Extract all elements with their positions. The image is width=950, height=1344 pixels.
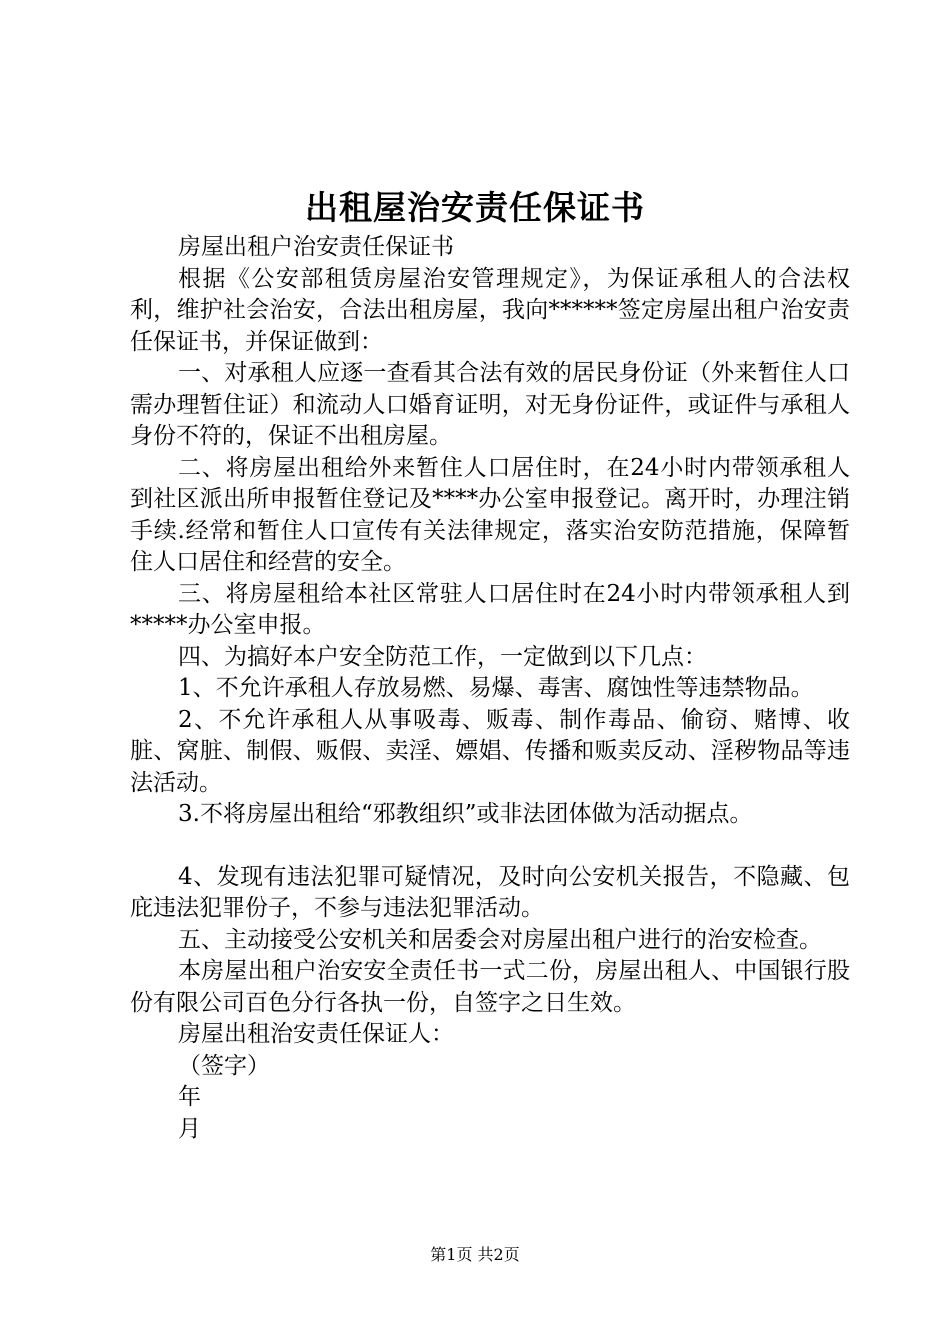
guarantor-label: 房屋出租治安责任保证人： [178, 1021, 454, 1047]
clause-four-paragraph: 四、为搞好本户安全防范工作，一定做到以下几点： [178, 643, 707, 670]
item-four-paragraph: 4、发现有违法犯罪可疑情况，及时向公安机关报告，不隐藏、包庇违法犯罪份子，不参与违法犯罪活动。 [130, 863, 850, 921]
item-two-paragraph: 2、不允许承租人从事吸毒、贩毒、制作毒品、偷窃、赌博、收脏、窝脏、制假、贩假、卖淫、嫖娼、传播和贩卖反动、淫秽物品等违法活动。 [130, 706, 850, 796]
document-body [130, 232, 850, 1145]
clause-three-paragraph: 三、将房屋租给本社区常驻人口居住时在24小时内带领承租人到*****办公室申报。 [130, 580, 850, 638]
intro-paragraph: 根据《公安部租赁房屋治安管理规定》，为保证承租人的合法权利，维护社会治安，合法出租房屋，我向******签定房屋出租户治安责任保证书，并保证做到： [130, 265, 850, 355]
subtitle-paragraph: 房屋出租户治安责任保证书 [178, 234, 454, 260]
clause-two-paragraph: 二、将房屋出租给外来暂住人口居住时，在24小时内带领承租人到社区派出所申报暂住登记及****办公室申报登记。离开时，办理注销手续.经常和暂住人口宣传有关法律规定，落实治安防范措施，保障暂住人口居住和经营的安全。 [130, 454, 850, 575]
signature-label: （签字） [178, 1052, 270, 1079]
document-title: 出租屋治安责任保证书 [305, 188, 645, 227]
clause-five-paragraph: 五、主动接受公安机关和居委会对房屋出租户进行的治安检查。 [178, 926, 822, 953]
month-label: 月 [178, 1115, 201, 1142]
page-number-footer: 第1页 共2页 [430, 1245, 520, 1264]
validity-paragraph: 本房屋出租户治安安全责任书一式二份，房屋出租人、中国银行股份有限公司百色分行各执一份，自签字之日生效。 [130, 958, 850, 1016]
clause-one-paragraph: 一、对承租人应逐一查看其合法有效的居民身份证（外来暂住人口需办理暂住证）和流动人口婚育证明，对无身份证件，或证件与承租人身份不符的，保证不出租房屋。 [130, 360, 850, 449]
year-label: 年 [178, 1084, 201, 1110]
item-one-paragraph: 1、不允许承租人存放易燃、易爆、毒害、腐蚀性等违禁物品。 [178, 675, 814, 701]
item-three-paragraph: 3.不将房屋出租给“邪教组织”或非法团体做为活动据点。 [178, 801, 753, 827]
